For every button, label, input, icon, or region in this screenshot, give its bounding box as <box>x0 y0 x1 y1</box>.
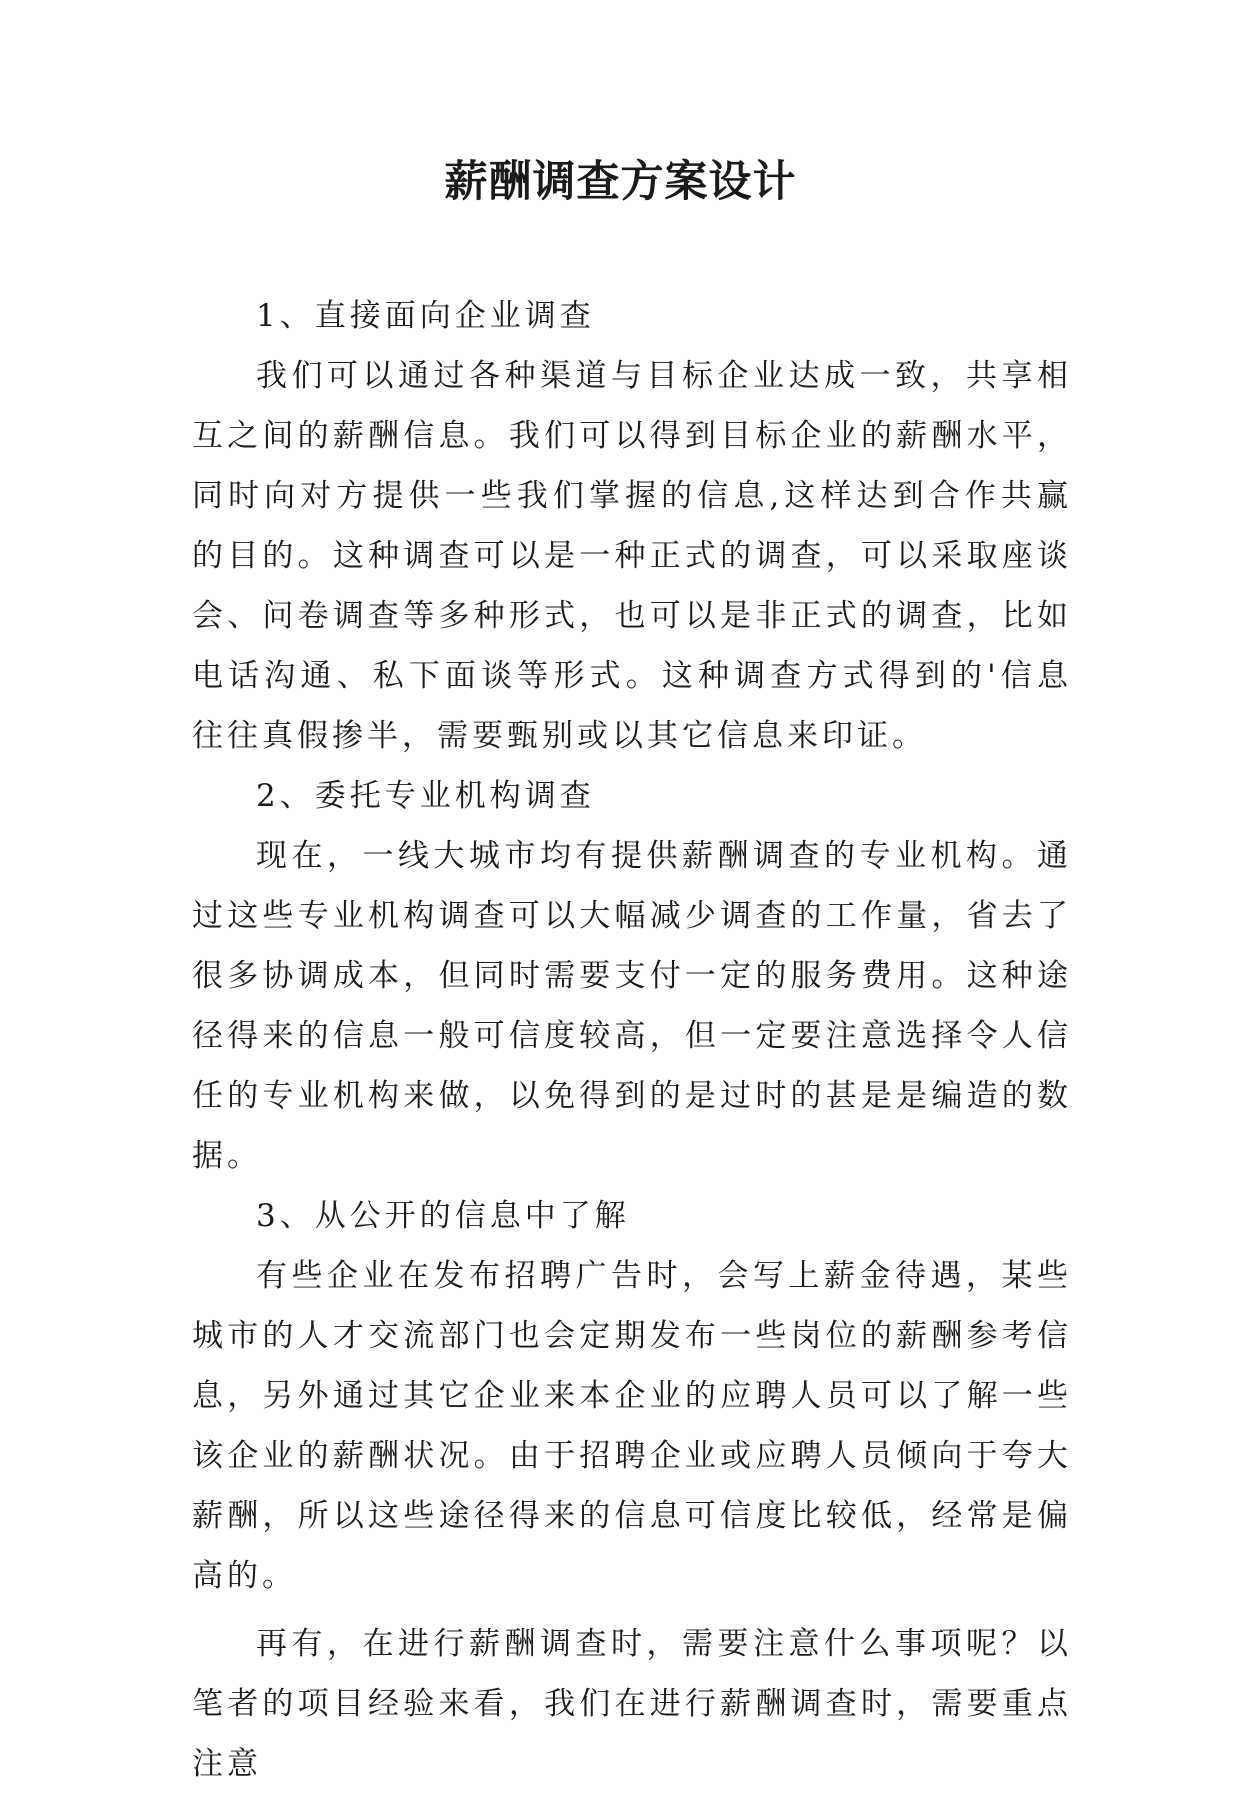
document-body <box>192 286 1072 1794</box>
paragraph-4: 再有，在进行薪酬调查时，需要注意什么事项呢？以笔者的项目经验来看，我们在进行薪酬调查时，需要重点注意 <box>192 1626 1072 1782</box>
document-title: 薪酬调查方案设计 <box>444 157 797 207</box>
section-heading-2: 2、委托专业机构调查 <box>256 778 595 814</box>
paragraph-2: 现在，一线大城市均有提供薪酬调查的专业机构。通过这些专业机构调查可以大幅减少调查的工作量，省去了很多协调成本，但同时需要支付一定的服务费用。这种途径得来的信息一般可信度较高，但一定要注意选择令人信任的专业机构来做，以免得到的是过时的甚是是编造的数据。 <box>192 838 1072 1174</box>
section-heading-3: 3、从公开的信息中了解 <box>256 1198 630 1234</box>
paragraph-1: 我们可以通过各种渠道与目标企业达成一致，共享相互之间的薪酬信息。我们可以得到目标企业的薪酬水平，同时向对方提供一些我们掌握的信息,这样达到合作共赢的目的。这种调查可以是一种正式的调查，可以采取座谈会、问卷调查等多种形式，也可以是非正式的调查，比如电话沟通、私下面谈等形式。这种调查方式得到的'信息往往真假掺半，需要甄别或以其它信息来印证。 <box>192 358 1072 754</box>
paragraph-3: 有些企业在发布招聘广告时，会写上薪金待遇，某些城市的人才交流部门也会定期发布一些岗位的薪酬参考信息，另外通过其它企业来本企业的应聘人员可以了解一些该企业的薪酬状况。由于招聘企业或应聘人员倾向于夸大薪酬，所以这些途径得来的信息可信度比较低，经常是偏高的。 <box>192 1258 1072 1594</box>
section-heading-1: 1、直接面向企业调查 <box>256 298 595 334</box>
